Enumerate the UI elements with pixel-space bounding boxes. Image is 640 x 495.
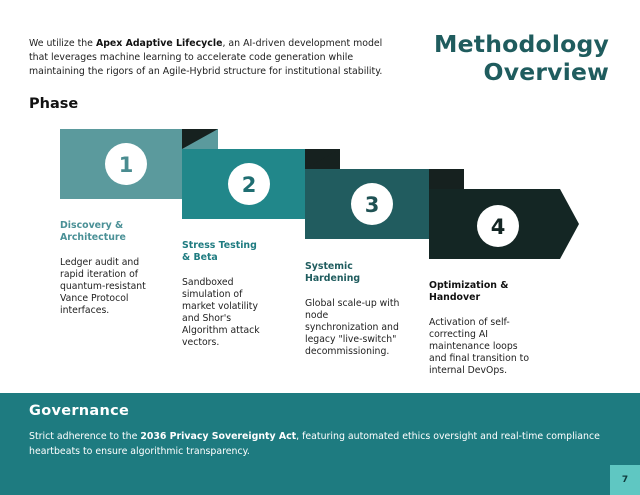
step-2-number: 2 <box>241 173 257 197</box>
step-2-title: Stress Testing & Beta <box>182 240 257 263</box>
step-3-number: 3 <box>364 193 380 217</box>
page-title-line-2: Overview <box>483 58 609 86</box>
step-1-description: Ledger audit and rapid iteration of quantum-resistant Vance Protocol interfaces. <box>60 257 146 316</box>
step-1-number: 1 <box>118 153 134 177</box>
step-2-text <box>182 240 282 349</box>
step-4-text <box>429 280 529 377</box>
step-2-description: Sandboxed simulation of market volatility and Shor's Algorithm attack vectors. <box>182 277 260 348</box>
governance-bold-term: 2036 Privacy Sovereignty Act <box>140 431 297 442</box>
governance-section <box>0 393 640 495</box>
governance-title: Governance <box>29 403 130 419</box>
phase-heading: Phase <box>29 96 79 112</box>
step-3-text <box>305 261 405 358</box>
step-3-title: Systemic Hardening <box>305 261 361 284</box>
step-4-number: 4 <box>490 215 506 239</box>
step-3-fold-tip <box>429 169 464 189</box>
intro-paragraph: We utilize the Apex Adaptive Lifecycle, an AI-driven development model that leverages machine learning to accelerate code generation while maintaining the rigors of an Agile-Hybrid structure for institutional stability. <box>29 38 383 77</box>
step-4-description: Activation of self-correcting AI maintenance loops and final transition to internal DevOps. <box>429 317 530 376</box>
step-4-title: Optimization & Handover <box>429 280 509 303</box>
step-1-text <box>60 220 160 317</box>
intro-bold-term: Apex Adaptive Lifecycle <box>95 38 223 49</box>
step-3-description: Global scale-up with node synchronization and legacy "live-switch" decommissioning. <box>305 298 400 357</box>
page-number-badge: 7 <box>610 465 640 495</box>
governance-text: Strict adherence to the 2036 Privacy Sovereignty Act, featuring automated ethics oversight and real-time compliance heartbeats to ensure algorithmic transparency. <box>29 431 600 457</box>
step-1-title: Discovery & Architecture <box>60 220 126 243</box>
page-title-line-1: Methodology <box>434 30 609 58</box>
